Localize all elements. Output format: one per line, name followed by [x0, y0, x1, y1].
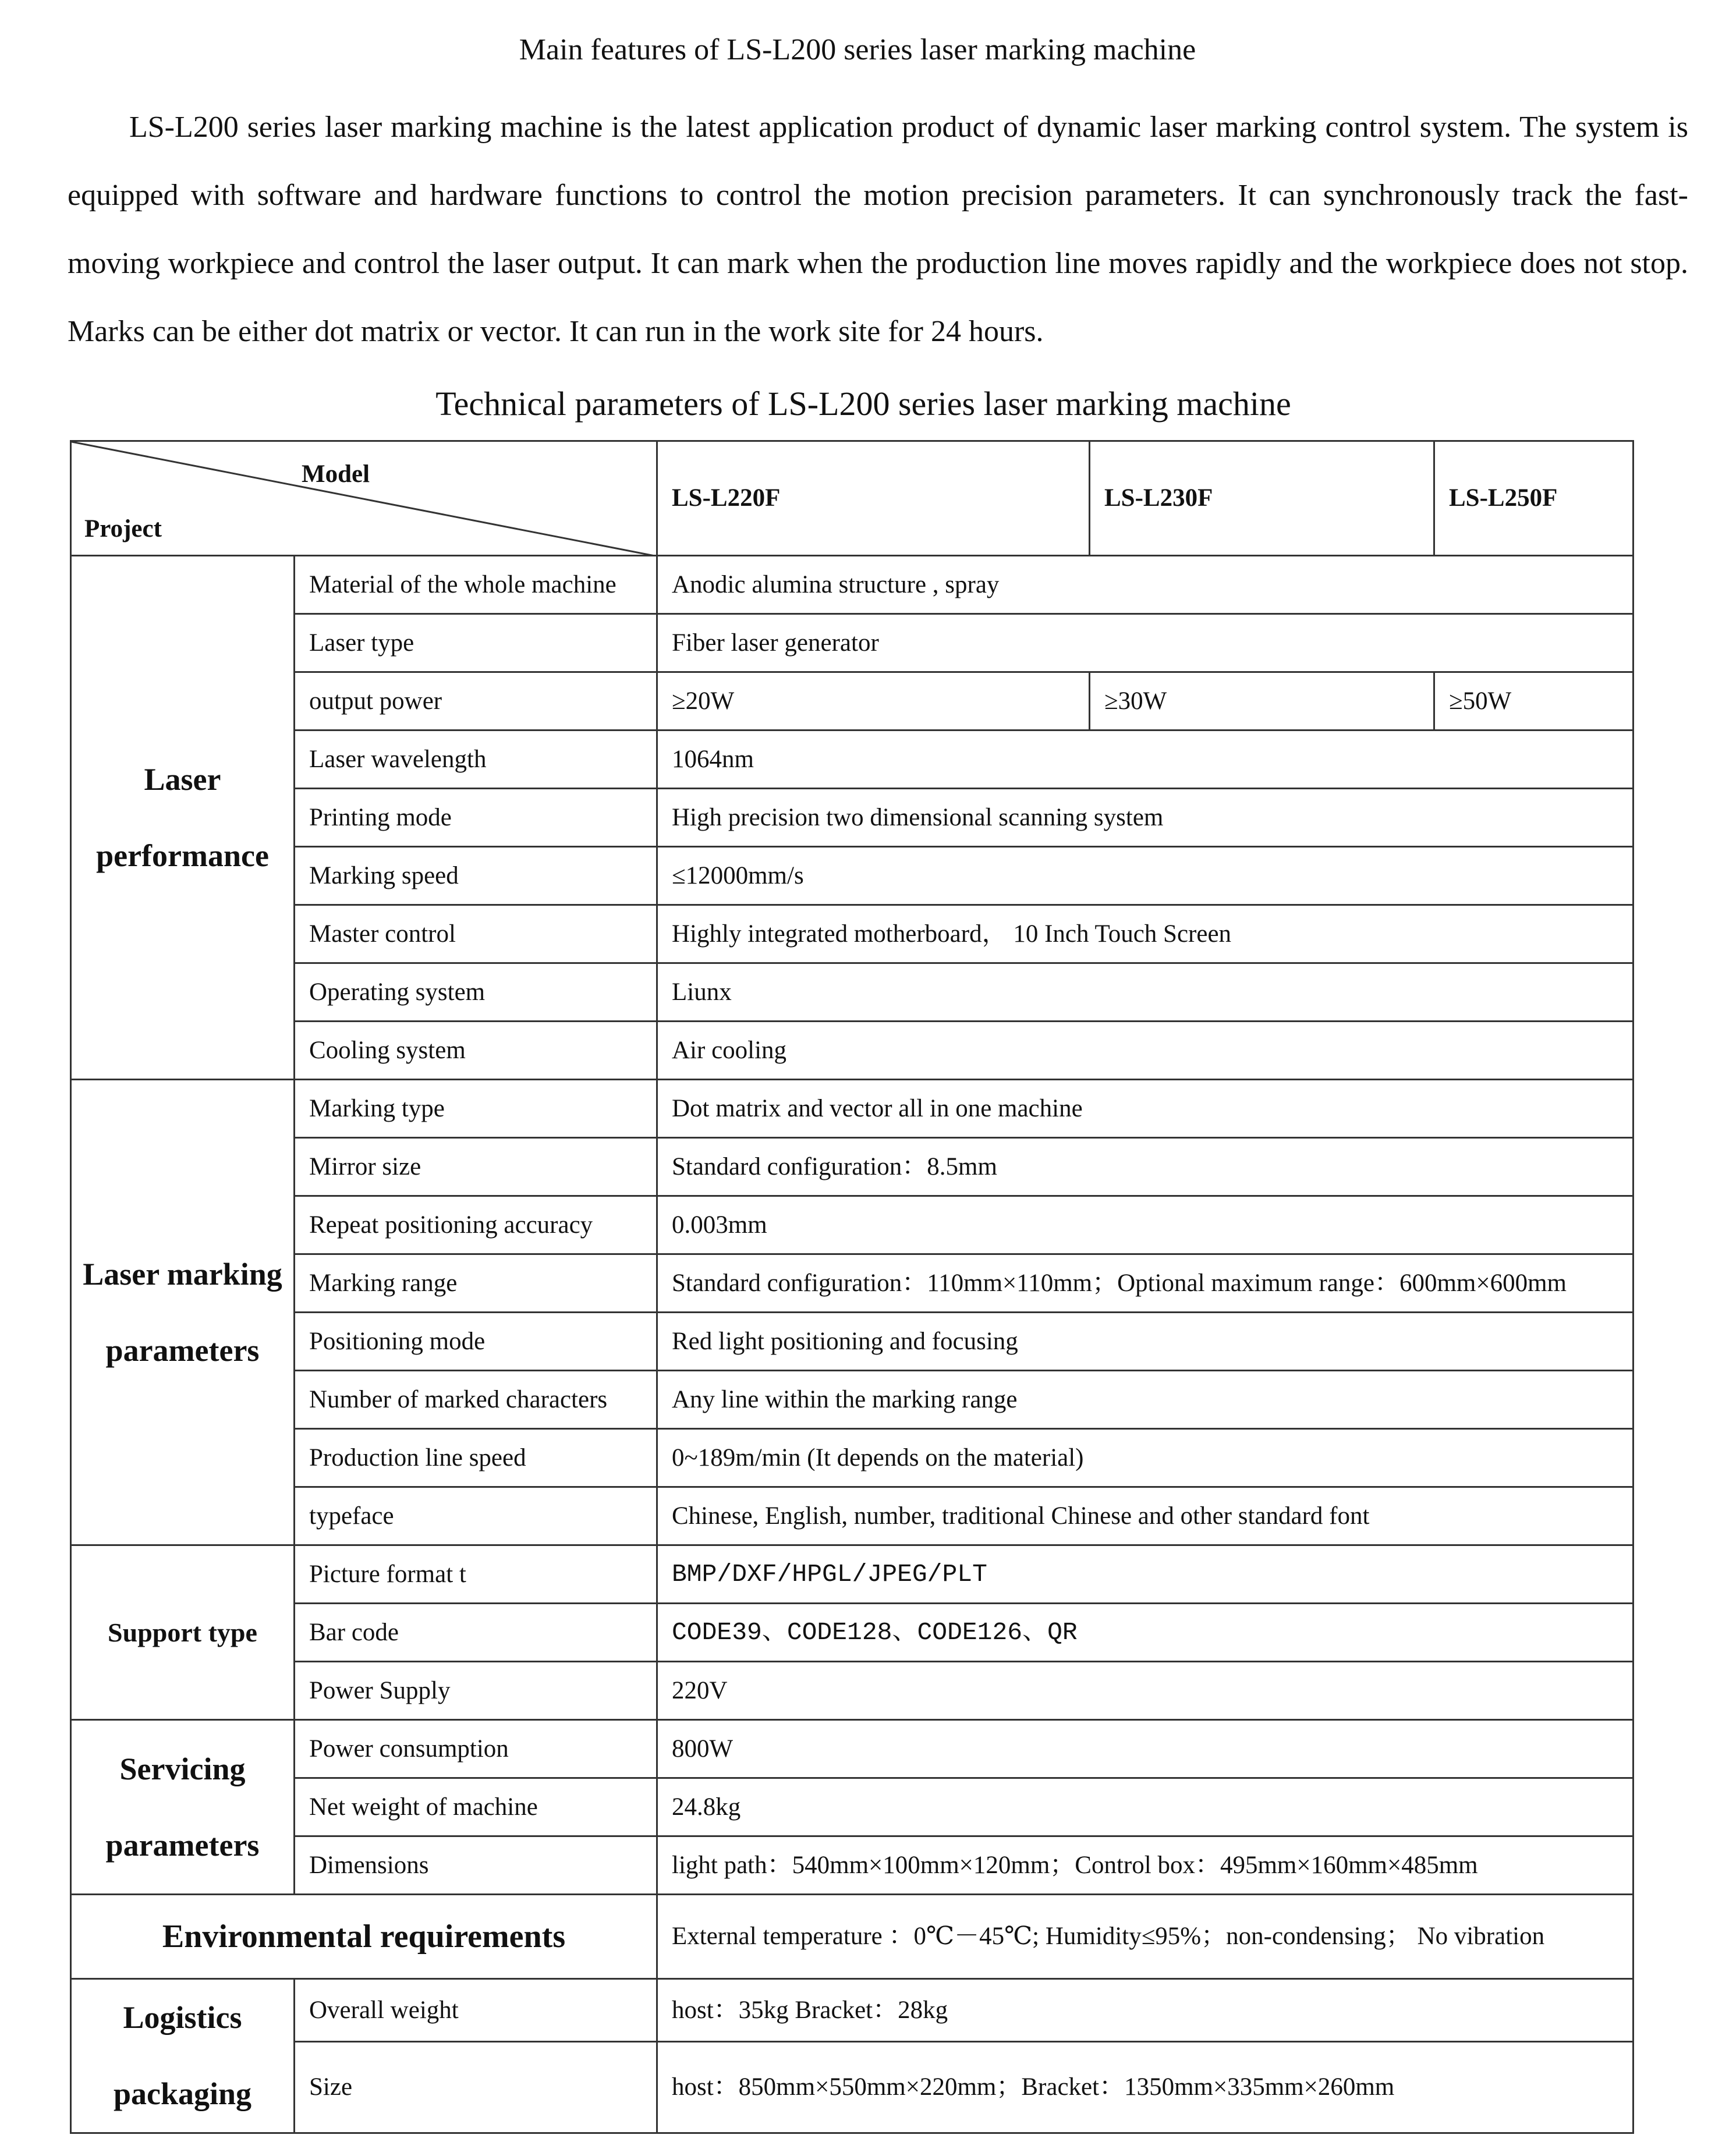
row-label: Production line speed	[295, 1429, 657, 1487]
row-label: Marking type	[295, 1080, 657, 1138]
table-row	[71, 1022, 1633, 1080]
row-label: Printing mode	[295, 789, 657, 847]
row-value: BMP/DXF/HPGL/JPEG/PLT	[657, 1545, 1633, 1604]
tech-params-title: Technical parameters of LS-L200 series laser marking machine	[435, 385, 1291, 423]
row-label: Dimensions	[295, 1836, 657, 1895]
row-value: Air cooling	[657, 1022, 1633, 1080]
row-label: Power consumption	[295, 1720, 657, 1778]
features-title: Main features of LS-L200 series laser marking machine	[519, 33, 1196, 66]
project-label: Project	[84, 515, 162, 542]
row-label: Size	[295, 2042, 657, 2133]
row-value: 800W	[657, 1720, 1633, 1778]
row-label: Material of the whole machine	[295, 556, 657, 614]
output-power-l250f: ≥50W	[1434, 672, 1633, 731]
row-value: 0~189m/min (It depends on the material)	[657, 1429, 1633, 1487]
row-label: Marking range	[295, 1254, 657, 1313]
row-label: Positioning mode	[295, 1313, 657, 1371]
output-power-l220f: ≥20W	[657, 672, 1090, 731]
group-laser-marking-parameters: Laser marking parameters	[71, 1080, 295, 1545]
table-row	[71, 672, 1633, 731]
row-label: Laser type	[295, 614, 657, 672]
row-label: Master control	[295, 905, 657, 963]
table-row	[71, 1371, 1633, 1429]
table-row	[71, 1138, 1633, 1196]
features-paragraph: LS-L200 series laser marking machine is the latest application product of dynamic laser marking control system. The system is equipped with software and hardware functions to control the motion precision parameters. It can synchronously track the fast-moving workpiece and control the laser output. It can mark when the production line moves rapidly and the workpiece does not stop. Marks can be either dot matrix or vector. It can run in the work site for 24 hours.	[68, 111, 1688, 348]
row-value: ≤12000mm/s	[657, 847, 1633, 905]
row-value: Liunx	[657, 963, 1633, 1022]
row-label: Net weight of machine	[295, 1778, 657, 1836]
table-row	[71, 1979, 1633, 2042]
table-row	[71, 847, 1633, 905]
table-row	[71, 789, 1633, 847]
header-corner-cell	[71, 441, 657, 556]
row-value: 220V	[657, 1662, 1633, 1720]
row-label: Picture format t	[295, 1545, 657, 1604]
table-row	[71, 1604, 1633, 1662]
table-row	[71, 614, 1633, 672]
output-power-l230f: ≥30W	[1090, 672, 1434, 731]
row-value: host：35kg Bracket：28kg	[657, 1979, 1633, 2042]
table-row	[71, 1313, 1633, 1371]
model-ls-l250f: LS-L250F	[1434, 441, 1633, 556]
header-row	[71, 441, 1633, 556]
row-label: Mirror size	[295, 1138, 657, 1196]
row-value: Chinese, English, number, traditional Chinese and other standard font	[657, 1487, 1633, 1545]
row-value: Highly integrated motherboard， 10 Inch Touch Screen	[657, 905, 1633, 963]
row-label: typeface	[295, 1487, 657, 1545]
row-value: 0.003mm	[657, 1196, 1633, 1254]
row-value: 24.8kg	[657, 1778, 1633, 1836]
table-row	[71, 1487, 1633, 1545]
table-row	[71, 1895, 1633, 1979]
table-row	[71, 1196, 1633, 1254]
row-value: External temperature ：0℃－45℃; Humidity≤95%；non-condensing； No vibration	[657, 1895, 1633, 1979]
row-label: Operating system	[295, 963, 657, 1022]
model-label: Model	[302, 460, 370, 488]
table-row	[71, 731, 1633, 789]
table-row	[71, 1080, 1633, 1138]
table-row	[71, 1545, 1633, 1604]
table-row	[71, 963, 1633, 1022]
row-value: Fiber laser generator	[657, 614, 1633, 672]
spec-table	[70, 440, 1634, 2134]
row-label: Repeat positioning accuracy	[295, 1196, 657, 1254]
table-row	[71, 2042, 1633, 2133]
row-value: 1064nm	[657, 731, 1633, 789]
row-label: output power	[295, 672, 657, 731]
row-value: CODE39、CODE128、CODE126、QR	[657, 1604, 1633, 1662]
row-label: Cooling system	[295, 1022, 657, 1080]
table-row	[71, 1429, 1633, 1487]
table-row	[71, 1836, 1633, 1895]
row-label: Laser wavelength	[295, 731, 657, 789]
row-value: High precision two dimensional scanning system	[657, 789, 1633, 847]
row-label: Bar code	[295, 1604, 657, 1662]
row-value: Red light positioning and focusing	[657, 1313, 1633, 1371]
table-row	[71, 1778, 1633, 1836]
row-value: Anodic alumina structure , spray	[657, 556, 1633, 614]
group-servicing-parameters: Servicing parameters	[71, 1720, 295, 1895]
group-logistics-packaging: Logistics packaging	[71, 1979, 295, 2133]
group-laser-performance: Laser performance	[71, 556, 295, 1080]
row-value: Standard configuration：8.5mm	[657, 1138, 1633, 1196]
row-value: host：850mm×550mm×220mm；Bracket：1350mm×335mm×260mm	[657, 2042, 1633, 2133]
row-label: Power Supply	[295, 1662, 657, 1720]
row-label: Marking speed	[295, 847, 657, 905]
row-value: Any line within the marking range	[657, 1371, 1633, 1429]
group-support-type: Support type	[71, 1545, 295, 1720]
row-value: light path：540mm×100mm×120mm；Control box：495mm×160mm×485mm	[657, 1836, 1633, 1895]
row-label: Overall weight	[295, 1979, 657, 2042]
table-row	[71, 1720, 1633, 1778]
row-value: Dot matrix and vector all in one machine	[657, 1080, 1633, 1138]
row-label: Number of marked characters	[295, 1371, 657, 1429]
table-row	[71, 556, 1633, 614]
row-value: Standard configuration：110mm×110mm；Optional maximum range：600mm×600mm	[657, 1254, 1633, 1313]
table-row	[71, 905, 1633, 963]
group-environmental-requirements: Environmental requirements	[71, 1895, 657, 1979]
model-ls-l230f: LS-L230F	[1090, 441, 1434, 556]
table-row	[71, 1662, 1633, 1720]
model-ls-l220f: LS-L220F	[657, 441, 1090, 556]
table-row	[71, 1254, 1633, 1313]
